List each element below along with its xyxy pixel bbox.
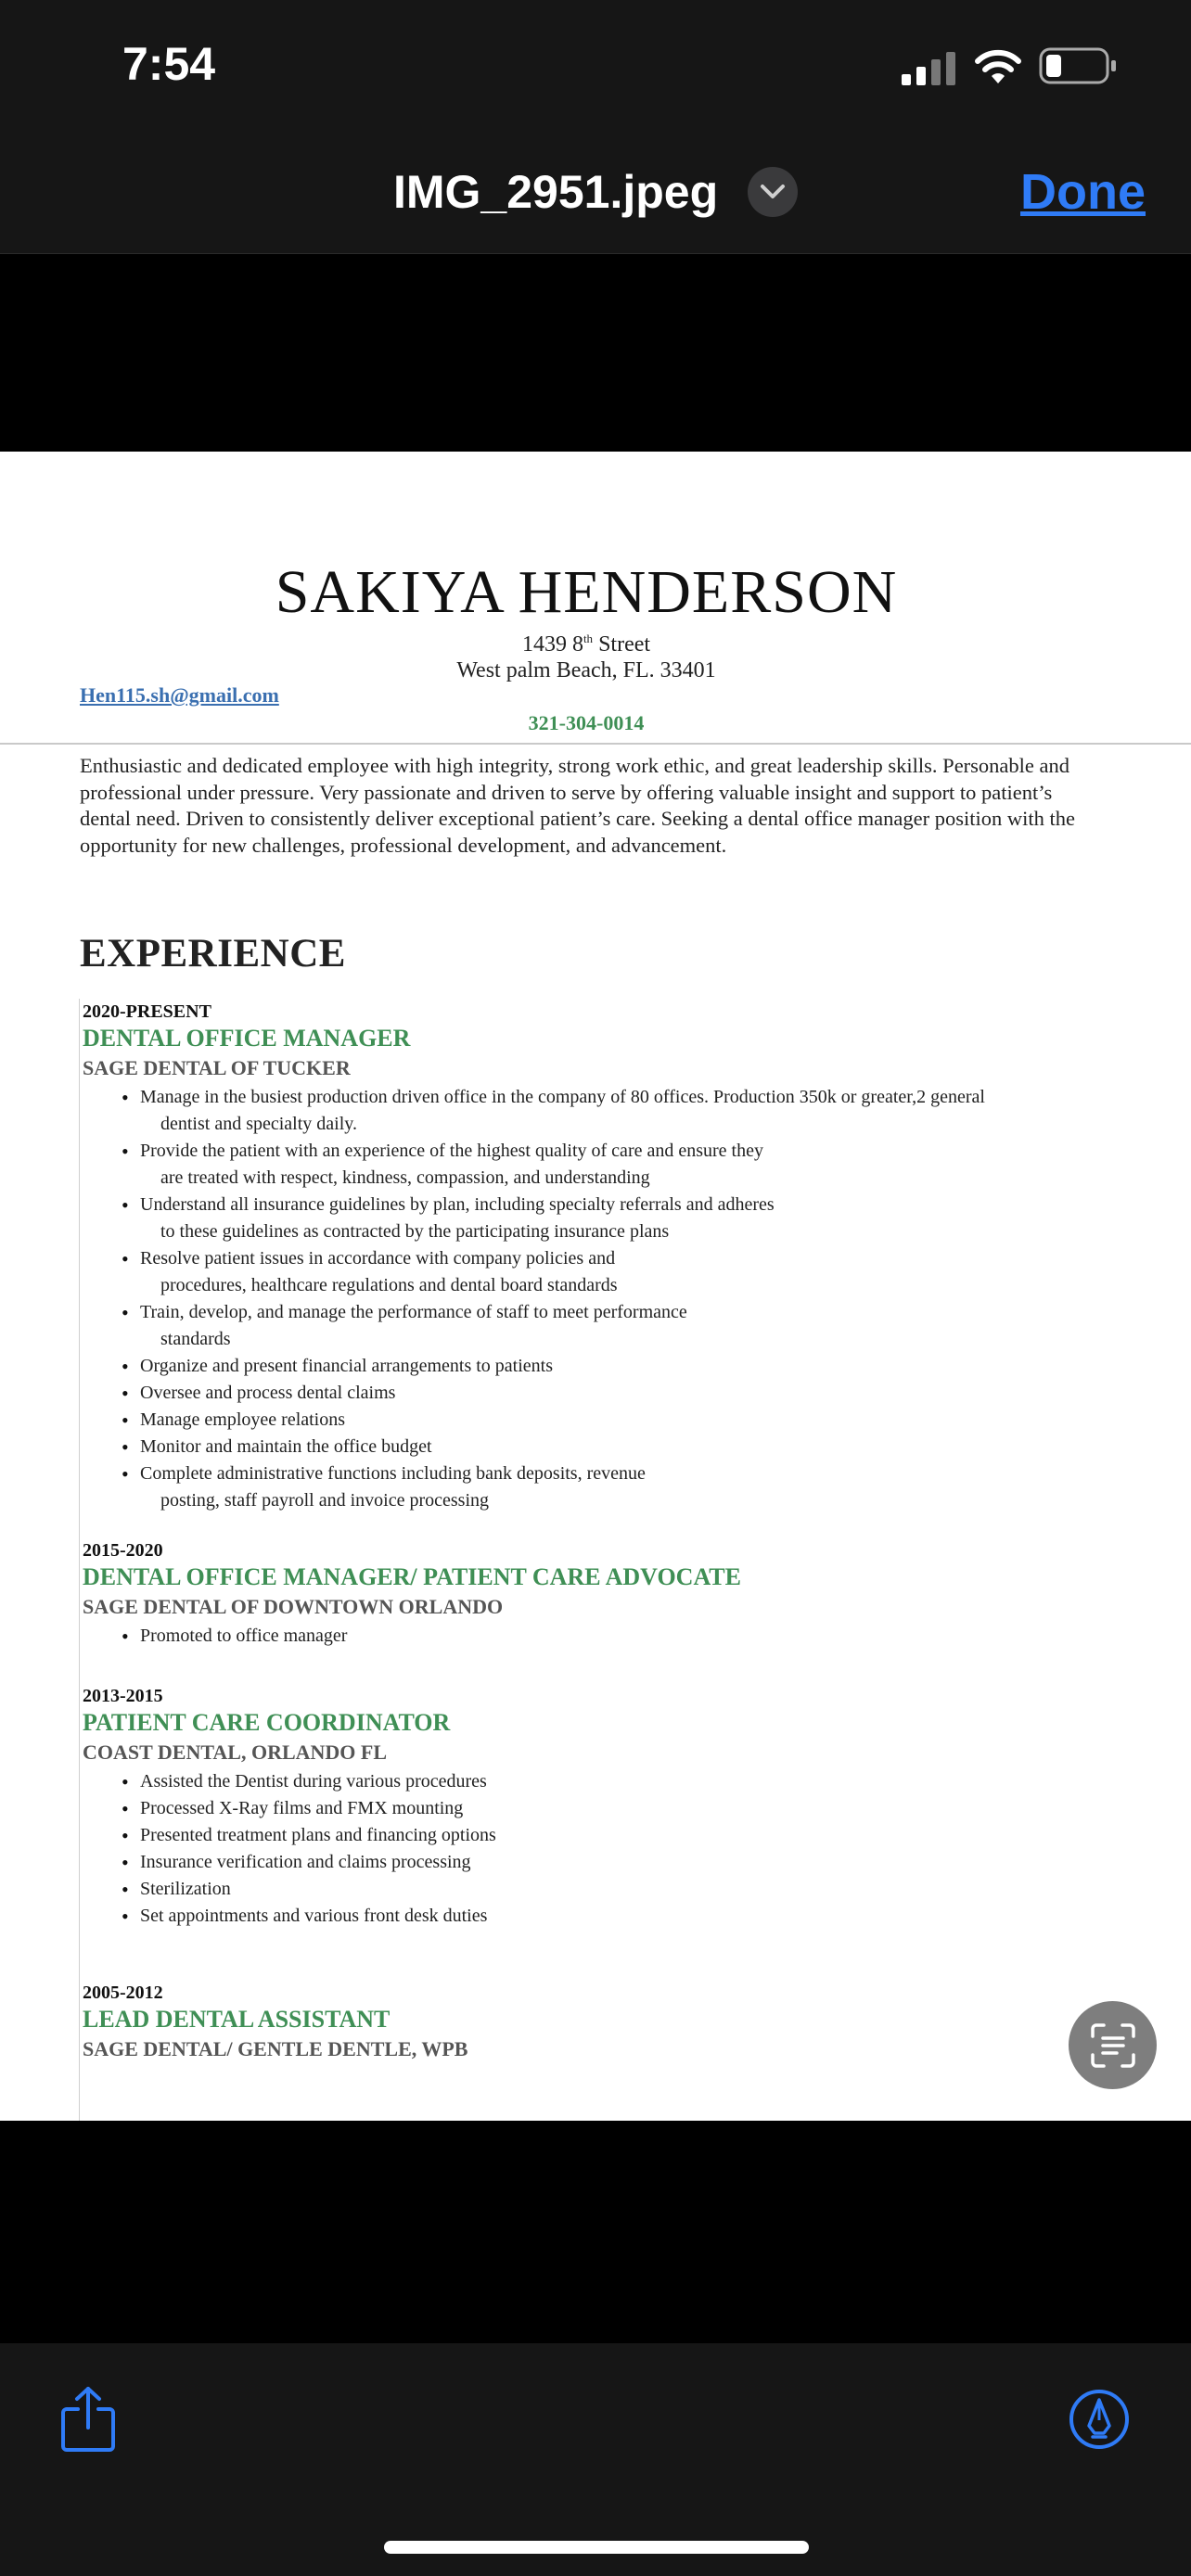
duty-item: • Train, develop, and manage the performance of staff to meet performance standards — [83, 1299, 985, 1353]
status-time: 7:54 — [122, 38, 216, 90]
duty-item: • Monitor and maintain the office budget — [83, 1434, 985, 1460]
job-company: SAGE DENTAL/ GENTLE DENTLE, WPB — [83, 2037, 468, 2060]
job-years: 2015-2020 — [83, 1540, 163, 1561]
top-bar — [0, 0, 1191, 254]
experience-heading: EXPERIENCE — [80, 932, 346, 976]
title-menu-button[interactable] — [748, 167, 798, 217]
chevron-down-icon — [760, 184, 786, 200]
job-years: 2020-PRESENT — [83, 1001, 211, 1022]
duty-item: • Manage in the busiest production driven office in the company of 80 offices. Production 350k or greater,2 general dentist and specialty daily. — [83, 1084, 985, 1138]
job-duties — [83, 1084, 985, 1514]
battery-icon — [1039, 46, 1117, 85]
document-page — [0, 452, 1191, 2121]
job-title: PATIENT CARE COORDINATOR — [83, 1709, 451, 1736]
job-years: 2005-2012 — [83, 1983, 163, 2003]
job-title: LEAD DENTAL ASSISTANT — [83, 2006, 391, 2033]
share-icon[interactable] — [59, 2385, 117, 2454]
duty-item: • Understand all insurance guidelines by plan, including specialty referrals and adheres to these guidelines as contracted by the participating insurance plans — [83, 1192, 985, 1245]
job-entry — [83, 1001, 985, 1514]
job-title: DENTAL OFFICE MANAGER — [83, 1025, 411, 1052]
job-company: SAGE DENTAL OF TUCKER — [83, 1056, 351, 1079]
phone-number: 321-304-0014 — [528, 711, 645, 734]
cellular-signal-icon — [902, 52, 955, 85]
experience-rule — [79, 999, 80, 2121]
nav-divider — [0, 253, 1191, 254]
text-scan-icon — [1089, 2021, 1137, 2070]
job-entry — [83, 1686, 496, 1930]
job-entry — [83, 1983, 467, 2061]
file-title: IMG_2951.jpeg — [393, 166, 719, 218]
job-duties — [83, 1768, 496, 1930]
duty-item: • Provide the patient with an experience of the highest quality of care and ensure they are treated with respect, kindness, compassion, and understanding — [83, 1138, 985, 1192]
resume-name: SAKIYA HENDERSON — [275, 558, 898, 626]
wifi-icon — [974, 46, 1022, 85]
summary-paragraph: Enthusiastic and dedicated employee with high integrity, strong work ethic, and great leadership skills. Personable and professional under pressure. Very passionate and driven to serve by offering valuable insight and support to patient’s dental need. Driven to consistently deliver exceptional patient’s care. Seeking a dental office manager position with the opportunity for new challenges, professional development, and advancement. — [80, 754, 1075, 857]
job-duties — [83, 1623, 741, 1650]
job-title: DENTAL OFFICE MANAGER/ PATIENT CARE ADVOCATE — [83, 1563, 741, 1590]
duty-item: • Oversee and process dental claims — [83, 1380, 985, 1407]
job-company: SAGE DENTAL OF DOWNTOWN ORLANDO — [83, 1595, 504, 1618]
job-entry — [83, 1540, 741, 1650]
markup-pen-icon[interactable] — [1069, 2389, 1130, 2450]
duty-item: • Sterilization — [83, 1876, 496, 1903]
address-line-1: 1439 8th Street — [521, 631, 651, 657]
duty-item: • Organize and present financial arrangements to patients — [83, 1353, 985, 1380]
job-years: 2013-2015 — [83, 1686, 163, 1706]
done-button[interactable]: Done — [1020, 164, 1146, 220]
duty-item: • Presented treatment plans and financing options — [83, 1822, 496, 1849]
duty-item: • Processed X-Ray films and FMX mounting — [83, 1795, 496, 1822]
duty-item: • Complete administrative functions including bank deposits, revenue posting, staff payroll and invoice processing — [83, 1460, 985, 1514]
home-indicator — [384, 2541, 809, 2554]
duty-item: • Insurance verification and claims processing — [83, 1849, 496, 1876]
email-link[interactable]: Hen115.sh@gmail.com — [80, 683, 279, 707]
address-line-2: West palm Beach, FL. 33401 — [456, 658, 716, 682]
header-divider — [0, 743, 1191, 745]
live-text-button[interactable] — [1069, 2001, 1157, 2089]
duty-item: • Manage employee relations — [83, 1407, 985, 1434]
duty-item: • Set appointments and various front desk duties — [83, 1903, 496, 1930]
duty-item: • Resolve patient issues in accordance with company policies and procedures, healthcare regulations and dental board standards — [83, 1245, 985, 1299]
duty-item: • Promoted to office manager — [83, 1623, 741, 1650]
job-company: COAST DENTAL, ORLANDO FL — [83, 1741, 388, 1764]
duty-item: • Assisted the Dentist during various procedures — [83, 1768, 496, 1795]
